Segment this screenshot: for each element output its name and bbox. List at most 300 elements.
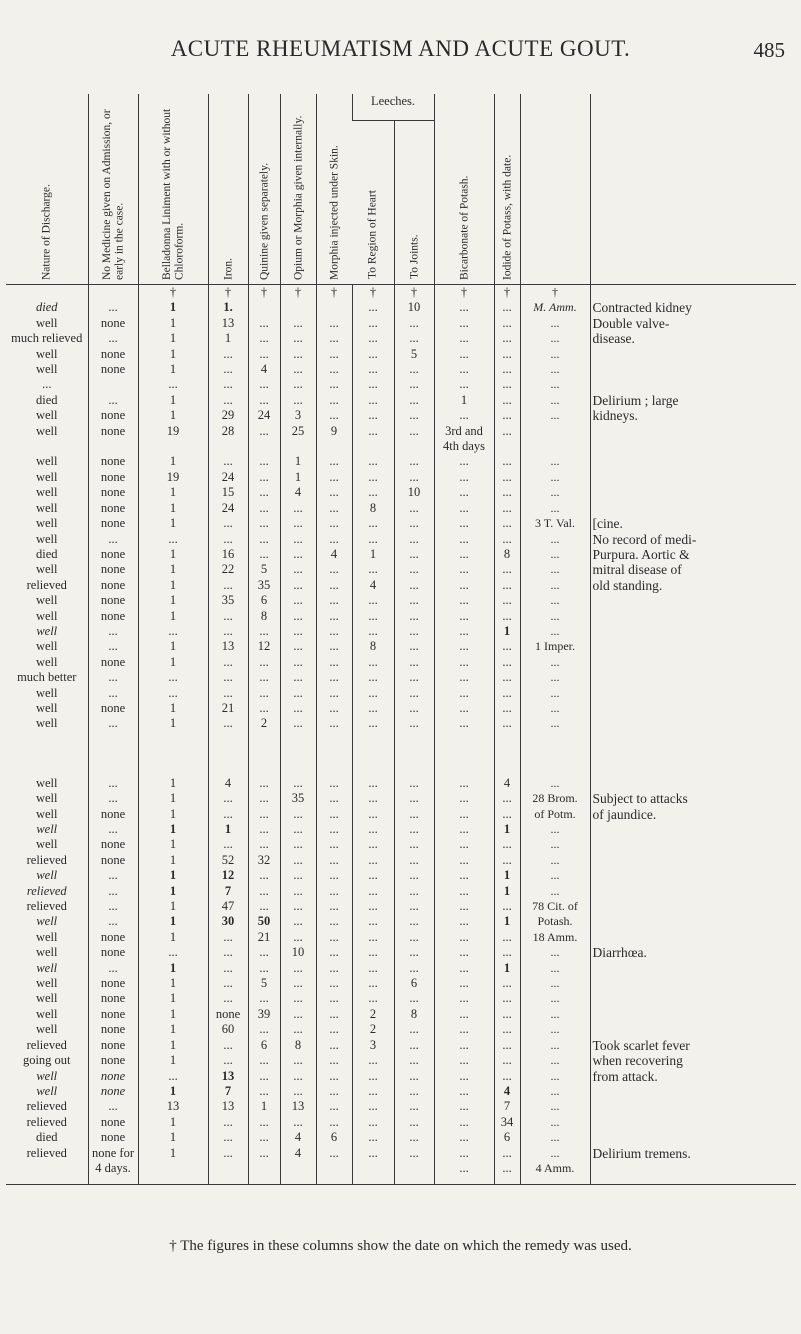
leech-heart-cell: ... — [352, 485, 394, 500]
belladonna-cell: 1 — [138, 316, 208, 331]
bicarbonate-cell: ... — [434, 1130, 494, 1145]
bicarbonate-cell: ... — [434, 914, 494, 929]
quinine-cell: ... — [248, 485, 280, 500]
quinine-cell: ... — [248, 991, 280, 1006]
iodide-cell: 8 — [494, 547, 520, 562]
table-row — [6, 655, 796, 670]
notes-cell — [590, 884, 796, 899]
quinine-cell: ... — [248, 547, 280, 562]
notes-cell — [590, 639, 796, 654]
discharge-cell: well — [35, 806, 58, 821]
iodide-cell — [494, 439, 520, 454]
bicarbonate-cell: ... — [434, 991, 494, 1006]
iodide-cell: ... — [494, 716, 520, 731]
morphia-skin-cell: 9 — [316, 424, 352, 439]
morphia-skin-cell — [316, 1161, 352, 1176]
iron-cell: ... — [208, 991, 248, 1006]
iron-cell: ... — [208, 624, 248, 639]
table-row — [6, 424, 796, 439]
bicarbonate-cell: ... — [434, 976, 494, 991]
opium-cell: ... — [280, 701, 316, 716]
leech-joints-cell: 10 — [394, 300, 434, 315]
bicarbonate-cell: ... — [434, 716, 494, 731]
iron-cell: ... — [208, 1146, 248, 1161]
other-remedy-cell: ... — [520, 884, 590, 899]
table-row — [6, 961, 796, 976]
belladonna-cell: 1 — [138, 300, 208, 315]
leech-heart-cell: 4 — [352, 578, 394, 593]
discharge-cell: relieved — [26, 1099, 67, 1114]
iodide-cell: 1 — [494, 822, 520, 837]
spacer-cell — [88, 732, 138, 776]
leech-joints-cell: ... — [394, 837, 434, 852]
quinine-cell: ... — [248, 807, 280, 822]
discharge-cell: died — [35, 1130, 58, 1145]
page-number: 485 — [753, 38, 785, 62]
iron-cell: 21 — [208, 701, 248, 716]
notes-cell — [590, 914, 796, 929]
morphia-skin-cell: ... — [316, 470, 352, 485]
discharge-cell: well — [35, 423, 58, 438]
morphia-skin-cell: ... — [316, 347, 352, 362]
leech-heart-cell: ... — [352, 776, 394, 791]
iodide-cell: ... — [494, 655, 520, 670]
belladonna-cell: 13 — [138, 1099, 208, 1114]
iodide-cell: 1 — [494, 884, 520, 899]
iron-cell: ... — [208, 578, 248, 593]
table-row — [6, 1176, 796, 1185]
dagger-mark: † — [138, 285, 208, 301]
morphia-skin-cell: ... — [316, 914, 352, 929]
leech-heart-cell: 8 — [352, 639, 394, 654]
notes-cell — [590, 976, 796, 991]
notes-cell — [590, 424, 796, 439]
belladonna-cell: 1 — [138, 914, 208, 929]
notes-cell — [590, 822, 796, 837]
quinine-cell: 8 — [248, 609, 280, 624]
opium-cell: ... — [280, 501, 316, 516]
no-medicine-cell: ... — [88, 791, 138, 806]
bicarbonate-cell: ... — [434, 884, 494, 899]
discharge-cell: well — [36, 868, 58, 883]
notes-cell — [590, 701, 796, 716]
discharge-cell: well — [35, 991, 58, 1006]
spacer-cell — [520, 732, 590, 776]
spacer-cell — [316, 1176, 352, 1185]
bicarbonate-cell: ... — [434, 532, 494, 547]
iron-cell: 15 — [208, 485, 248, 500]
opium-cell: ... — [280, 639, 316, 654]
belladonna-cell: 1 — [138, 593, 208, 608]
quinine-cell: ... — [248, 1115, 280, 1130]
notes-cell — [590, 362, 796, 377]
bicarbonate-cell: ... — [434, 562, 494, 577]
no-medicine-cell: 4 days. — [88, 1161, 138, 1176]
no-medicine-cell: ... — [88, 716, 138, 731]
morphia-skin-cell: ... — [316, 377, 352, 392]
no-medicine-cell: none — [88, 1038, 138, 1053]
dagger-mark: † — [208, 285, 248, 301]
leech-heart-cell: ... — [352, 393, 394, 408]
leech-joints-cell: ... — [394, 686, 434, 701]
opium-cell: ... — [280, 377, 316, 392]
notes-cell: old standing. — [590, 578, 796, 593]
belladonna-cell: 1 — [138, 1130, 208, 1145]
iodide-cell: ... — [494, 501, 520, 516]
leech-heart-cell: ... — [352, 1099, 394, 1114]
belladonna-cell: ... — [138, 1069, 208, 1084]
opium-cell: ... — [280, 1115, 316, 1130]
quinine-cell: ... — [248, 791, 280, 806]
notes-cell — [590, 624, 796, 639]
opium-cell: ... — [280, 961, 316, 976]
other-remedy-cell: ... — [520, 578, 590, 593]
bicarbonate-cell: ... — [434, 837, 494, 852]
iron-cell — [208, 1161, 248, 1176]
leech-joints-cell: ... — [394, 1069, 434, 1084]
leech-heart-cell: ... — [352, 347, 394, 362]
iron-cell: ... — [208, 930, 248, 945]
other-remedy-cell: ... — [520, 408, 590, 423]
iodide-cell: ... — [494, 837, 520, 852]
spacer-cell — [6, 1176, 88, 1185]
bicarbonate-cell: ... — [434, 1115, 494, 1130]
footnote: † The figures in these columns show the date on which the remedy was used. — [169, 1238, 632, 1254]
spacer-cell — [280, 1176, 316, 1185]
leech-heart-cell: ... — [352, 1146, 394, 1161]
bicarbonate-cell: ... — [434, 470, 494, 485]
belladonna-cell: 19 — [138, 424, 208, 439]
no-medicine-cell: none — [88, 470, 138, 485]
iodide-cell: 34 — [494, 1115, 520, 1130]
notes-cell — [590, 439, 796, 454]
spacer-cell — [208, 1176, 248, 1185]
leech-joints-cell: ... — [394, 899, 434, 914]
table-row — [6, 807, 796, 822]
other-remedy-cell: ... — [520, 976, 590, 991]
other-remedy-cell: ... — [520, 562, 590, 577]
spacer-cell — [434, 732, 494, 776]
iodide-cell: ... — [494, 1007, 520, 1022]
no-medicine-cell: ... — [88, 686, 138, 701]
leech-heart-cell: ... — [352, 655, 394, 670]
spacer-cell — [138, 1176, 208, 1185]
belladonna-cell: 1 — [138, 1053, 208, 1068]
opium-cell: 1 — [280, 454, 316, 469]
belladonna-cell: 1 — [138, 701, 208, 716]
table-row — [6, 930, 796, 945]
bicarbonate-cell: ... — [434, 807, 494, 822]
leech-heart-cell: ... — [352, 593, 394, 608]
belladonna-cell: 1 — [138, 501, 208, 516]
other-remedy-cell: ... — [520, 470, 590, 485]
running-title: ACUTE RHEUMATISM AND ACUTE GOUT. — [170, 36, 631, 61]
no-medicine-cell: ... — [88, 776, 138, 791]
opium-cell — [280, 300, 316, 315]
belladonna-cell: ... — [138, 377, 208, 392]
iodide-cell: ... — [494, 331, 520, 346]
opium-cell: 8 — [280, 1038, 316, 1053]
iodide-cell: ... — [494, 945, 520, 960]
belladonna-cell: 1 — [138, 639, 208, 654]
notes-cell — [590, 991, 796, 1006]
iron-cell: 47 — [208, 899, 248, 914]
opium-cell: ... — [280, 716, 316, 731]
discharge-cell: well — [35, 346, 58, 361]
iron-cell: 1 — [208, 331, 248, 346]
belladonna-cell: 1 — [138, 837, 208, 852]
discharge-cell: well — [36, 1068, 58, 1083]
iron-cell: ... — [208, 837, 248, 852]
belladonna-cell: 1 — [138, 331, 208, 346]
bicarbonate-cell: ... — [434, 853, 494, 868]
morphia-skin-cell: ... — [316, 331, 352, 346]
other-remedy-cell: ... — [520, 853, 590, 868]
discharge-cell: well — [35, 791, 58, 806]
quinine-cell: ... — [248, 1069, 280, 1084]
table-row — [6, 1130, 796, 1145]
quinine-cell: ... — [248, 884, 280, 899]
belladonna-cell: 1 — [138, 347, 208, 362]
other-remedy-cell: ... — [520, 776, 590, 791]
leech-heart-cell: ... — [352, 562, 394, 577]
dagger-mark: † — [434, 285, 494, 301]
opium-cell: ... — [280, 624, 316, 639]
iron-cell: ... — [208, 377, 248, 392]
iodide-cell: ... — [494, 377, 520, 392]
discharge-cell: well — [35, 408, 58, 423]
page-header — [0, 36, 801, 76]
bicarbonate-cell: ... — [434, 547, 494, 562]
iron-cell: 24 — [208, 501, 248, 516]
iodide-cell: ... — [494, 1146, 520, 1161]
opium-cell: ... — [280, 578, 316, 593]
iodide-cell: ... — [494, 930, 520, 945]
quinine-cell: ... — [248, 945, 280, 960]
quinine-cell: ... — [248, 624, 280, 639]
no-medicine-cell: ... — [88, 532, 138, 547]
leech-heart-cell: ... — [352, 377, 394, 392]
discharge-cell: well — [35, 976, 58, 991]
iodide-cell: ... — [494, 807, 520, 822]
dagger-mark — [88, 285, 138, 301]
leech-heart-cell: ... — [352, 991, 394, 1006]
table-row — [6, 853, 796, 868]
table-row — [6, 1038, 796, 1053]
no-medicine-cell: none — [88, 701, 138, 716]
bicarbonate-cell: ... — [434, 930, 494, 945]
belladonna-cell: 1 — [138, 655, 208, 670]
notes-cell — [590, 930, 796, 945]
no-medicine-cell: none — [88, 578, 138, 593]
other-remedy-cell: ... — [520, 1053, 590, 1068]
other-remedy-cell: ... — [520, 686, 590, 701]
leech-heart-cell: ... — [352, 837, 394, 852]
table-row — [6, 1099, 796, 1114]
discharge-cell: well — [35, 716, 58, 731]
belladonna-cell: 1 — [138, 1146, 208, 1161]
table-row — [6, 547, 796, 562]
iron-cell: 12 — [208, 868, 248, 883]
col-leeches: Leeches. — [352, 94, 434, 121]
iron-cell: 22 — [208, 562, 248, 577]
belladonna-cell: 1 — [138, 1115, 208, 1130]
opium-cell: ... — [280, 822, 316, 837]
belladonna-cell: 1 — [138, 408, 208, 423]
discharge-cell: well — [35, 562, 58, 577]
iodide-cell: ... — [494, 899, 520, 914]
morphia-skin-cell: ... — [316, 485, 352, 500]
belladonna-cell: 1 — [138, 362, 208, 377]
iodide-cell: 1 — [494, 961, 520, 976]
discharge-cell — [6, 1161, 88, 1176]
no-medicine-cell: none for — [88, 1146, 138, 1161]
leech-joints-cell: ... — [394, 408, 434, 423]
no-medicine-cell: none — [88, 347, 138, 362]
leech-heart-cell: ... — [352, 516, 394, 531]
no-medicine-cell: ... — [88, 331, 138, 346]
table-row — [6, 716, 796, 731]
bicarbonate-cell: 4th days — [434, 439, 494, 454]
table-row — [6, 408, 796, 423]
leech-joints-cell: ... — [394, 377, 434, 392]
leech-joints-cell: ... — [394, 454, 434, 469]
iodide-cell: ... — [494, 853, 520, 868]
quinine-cell: ... — [248, 516, 280, 531]
notes-cell: kidneys. — [590, 408, 796, 423]
discharge-cell: well — [35, 654, 58, 669]
discharge-cell: well — [35, 469, 58, 484]
notes-cell — [590, 609, 796, 624]
opium-cell: ... — [280, 807, 316, 822]
iodide-cell: 1 — [494, 624, 520, 639]
no-medicine-cell: ... — [88, 884, 138, 899]
no-medicine-cell: ... — [88, 868, 138, 883]
belladonna-cell: 1 — [138, 1084, 208, 1099]
other-remedy-cell: ... — [520, 837, 590, 852]
opium-cell: ... — [280, 1084, 316, 1099]
morphia-skin-cell: ... — [316, 362, 352, 377]
opium-cell: 3 — [280, 408, 316, 423]
table-row — [6, 516, 796, 531]
quinine-cell: 2 — [248, 716, 280, 731]
iron-cell: 13 — [208, 1099, 248, 1114]
quinine-cell: 6 — [248, 1038, 280, 1053]
leech-heart-cell: 3 — [352, 1038, 394, 1053]
leech-joints-cell: ... — [394, 532, 434, 547]
quinine-cell: ... — [248, 470, 280, 485]
iodide-cell: 7 — [494, 1099, 520, 1114]
leech-heart-cell: ... — [352, 868, 394, 883]
table-row — [6, 1007, 796, 1022]
leech-heart-cell: ... — [352, 470, 394, 485]
col-morphia-skin: Morphia injected under Skin. — [316, 94, 352, 285]
spacer-cell — [394, 732, 434, 776]
leech-joints-cell: ... — [394, 1022, 434, 1037]
opium-cell: ... — [280, 868, 316, 883]
iron-cell: ... — [208, 1130, 248, 1145]
no-medicine-cell: ... — [88, 393, 138, 408]
iodide-cell: ... — [494, 1053, 520, 1068]
spacer-cell — [316, 732, 352, 776]
leech-joints-cell: ... — [394, 1084, 434, 1099]
col-bicarbonate: Bicarbonate of Potash. — [434, 94, 494, 285]
belladonna-cell: 1 — [138, 485, 208, 500]
no-medicine-cell: ... — [88, 961, 138, 976]
other-remedy-cell: ... — [520, 624, 590, 639]
quinine-cell: ... — [248, 655, 280, 670]
leech-joints-cell: 10 — [394, 485, 434, 500]
table-row — [6, 732, 796, 776]
morphia-skin-cell: ... — [316, 655, 352, 670]
belladonna-cell: 1 — [138, 899, 208, 914]
notes-cell — [590, 485, 796, 500]
morphia-skin-cell: ... — [316, 837, 352, 852]
discharge-cell: well — [36, 1083, 58, 1098]
leech-heart-cell: ... — [352, 976, 394, 991]
leech-heart-cell: ... — [352, 899, 394, 914]
table-row — [6, 485, 796, 500]
no-medicine-cell: none — [88, 516, 138, 531]
other-remedy-cell: ... — [520, 1007, 590, 1022]
notes-cell: Diarrhœa. — [590, 945, 796, 960]
leech-heart-cell: ... — [352, 930, 394, 945]
leech-joints-cell: ... — [394, 930, 434, 945]
iodide-cell: ... — [494, 516, 520, 531]
bicarbonate-cell: ... — [434, 868, 494, 883]
bicarbonate-cell: ... — [434, 791, 494, 806]
belladonna-cell — [138, 439, 208, 454]
opium-cell: ... — [280, 686, 316, 701]
table-row — [6, 791, 796, 806]
no-medicine-cell: ... — [88, 639, 138, 654]
belladonna-cell: 1 — [138, 547, 208, 562]
leech-heart-cell: ... — [352, 961, 394, 976]
opium-cell: ... — [280, 884, 316, 899]
no-medicine-cell: none — [88, 1069, 138, 1084]
other-remedy-cell: ... — [520, 609, 590, 624]
discharge-cell: well — [35, 1006, 58, 1021]
iron-cell: ... — [208, 609, 248, 624]
col-no-medicine: No Medicine given on Admission, or early in the case. — [88, 94, 138, 285]
discharge-cell: well — [35, 700, 58, 715]
dagger-mark — [590, 285, 796, 301]
leech-heart-cell — [352, 439, 394, 454]
bicarbonate-cell: ... — [434, 670, 494, 685]
no-medicine-cell: none — [88, 837, 138, 852]
no-medicine-cell: ... — [88, 914, 138, 929]
table-row — [6, 670, 796, 685]
notes-cell: Double valve- — [590, 316, 796, 331]
table-row — [6, 1161, 796, 1176]
other-remedy-cell: 4 Amm. — [520, 1161, 590, 1176]
iron-cell: 4 — [208, 776, 248, 791]
leech-heart-cell: ... — [352, 454, 394, 469]
notes-cell: Delirium tremens. — [590, 1146, 796, 1161]
table-row — [6, 501, 796, 516]
iron-cell: 60 — [208, 1022, 248, 1037]
spacer-cell — [590, 1176, 796, 1185]
notes-cell — [590, 377, 796, 392]
opium-cell — [280, 1161, 316, 1176]
opium-cell: ... — [280, 853, 316, 868]
leech-heart-cell: ... — [352, 1115, 394, 1130]
iron-cell: 7 — [208, 884, 248, 899]
discharge-cell: much better — [17, 670, 77, 685]
opium-cell: ... — [280, 1022, 316, 1037]
iodide-cell: ... — [494, 609, 520, 624]
discharge-cell: well — [35, 315, 58, 330]
